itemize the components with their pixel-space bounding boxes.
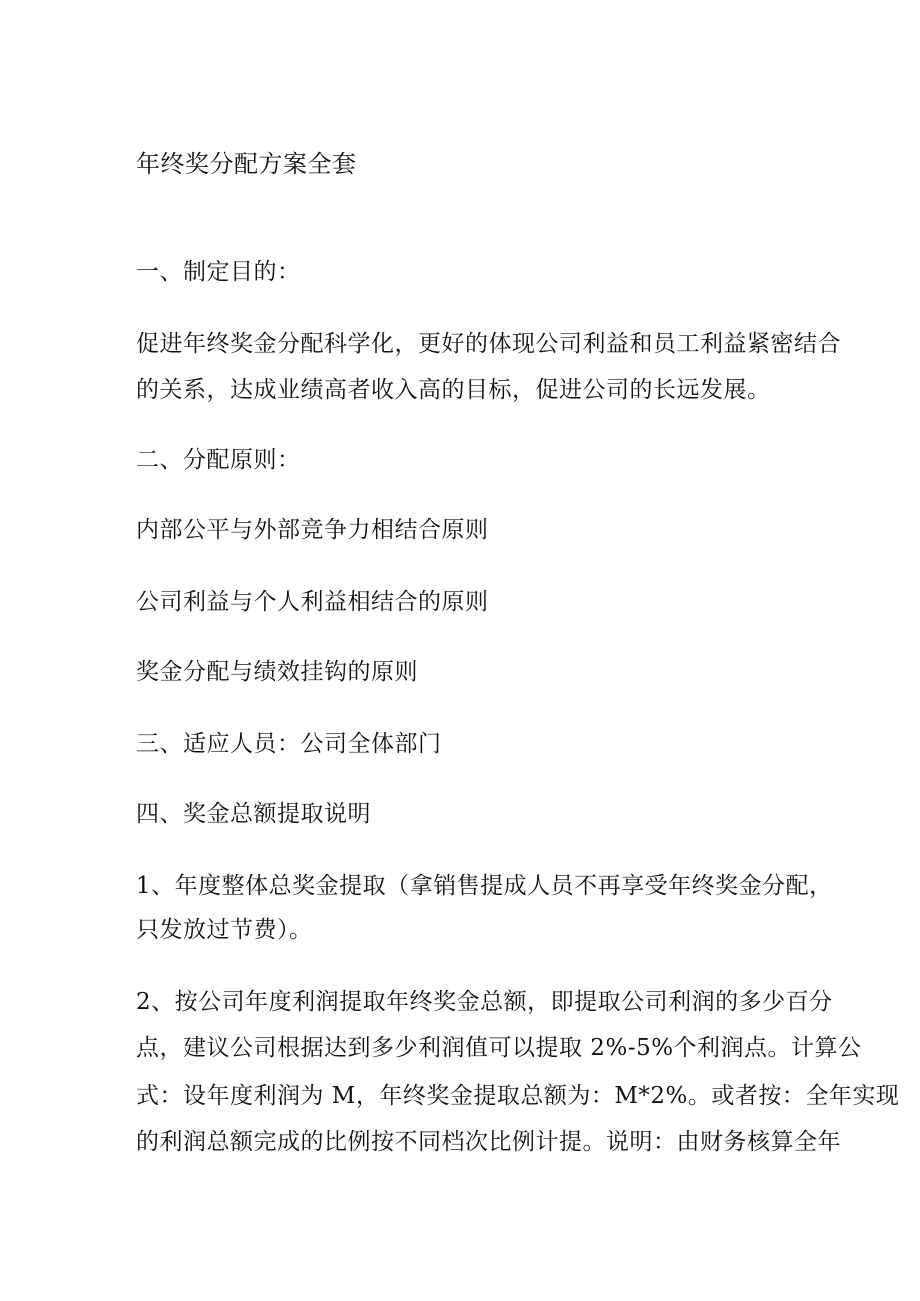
paragraph-line: 点，建议公司根据达到多少利润值可以提取 2%-5%个利润点。计算公	[136, 1035, 862, 1061]
paragraph-line: 的利润总额完成的比例按不同档次比例计提。说明：由财务核算全年	[136, 1129, 841, 1155]
section-heading-purpose: 一、制定目的：	[136, 259, 301, 285]
paragraph-line: 促进年终奖金分配科学化，更好的体现公司利益和员工利益紧密结合	[136, 331, 841, 357]
paragraph-line: 式：设年度利润为 M，年终奖金提取总额为：M*2%。或者按：全年实现	[136, 1083, 900, 1109]
section-heading-principles: 二、分配原则：	[136, 447, 301, 473]
principle-item: 内部公平与外部竞争力相结合原则	[136, 517, 489, 543]
paragraph-line: 的关系，达成业绩高者收入高的目标，促进公司的长远发展。	[136, 377, 771, 403]
principle-item: 奖金分配与绩效挂钩的原则	[136, 659, 418, 685]
section-heading-applicable-staff: 三、适应人员：公司全体部门	[136, 731, 442, 757]
paragraph-line: 只发放过节费）。	[136, 917, 313, 943]
paragraph-line: 1、年度整体总奖金提取（拿销售提成人员不再享受年终奖金分配，	[136, 873, 833, 899]
paragraph-line: 2、按公司年度利润提取年终奖金总额，即提取公司利润的多少百分	[136, 989, 833, 1015]
section-heading-bonus-extraction: 四、奖金总额提取说明	[136, 801, 371, 827]
document-title: 年终奖分配方案全套	[136, 150, 357, 178]
principle-item: 公司利益与个人利益相结合的原则	[136, 589, 489, 615]
